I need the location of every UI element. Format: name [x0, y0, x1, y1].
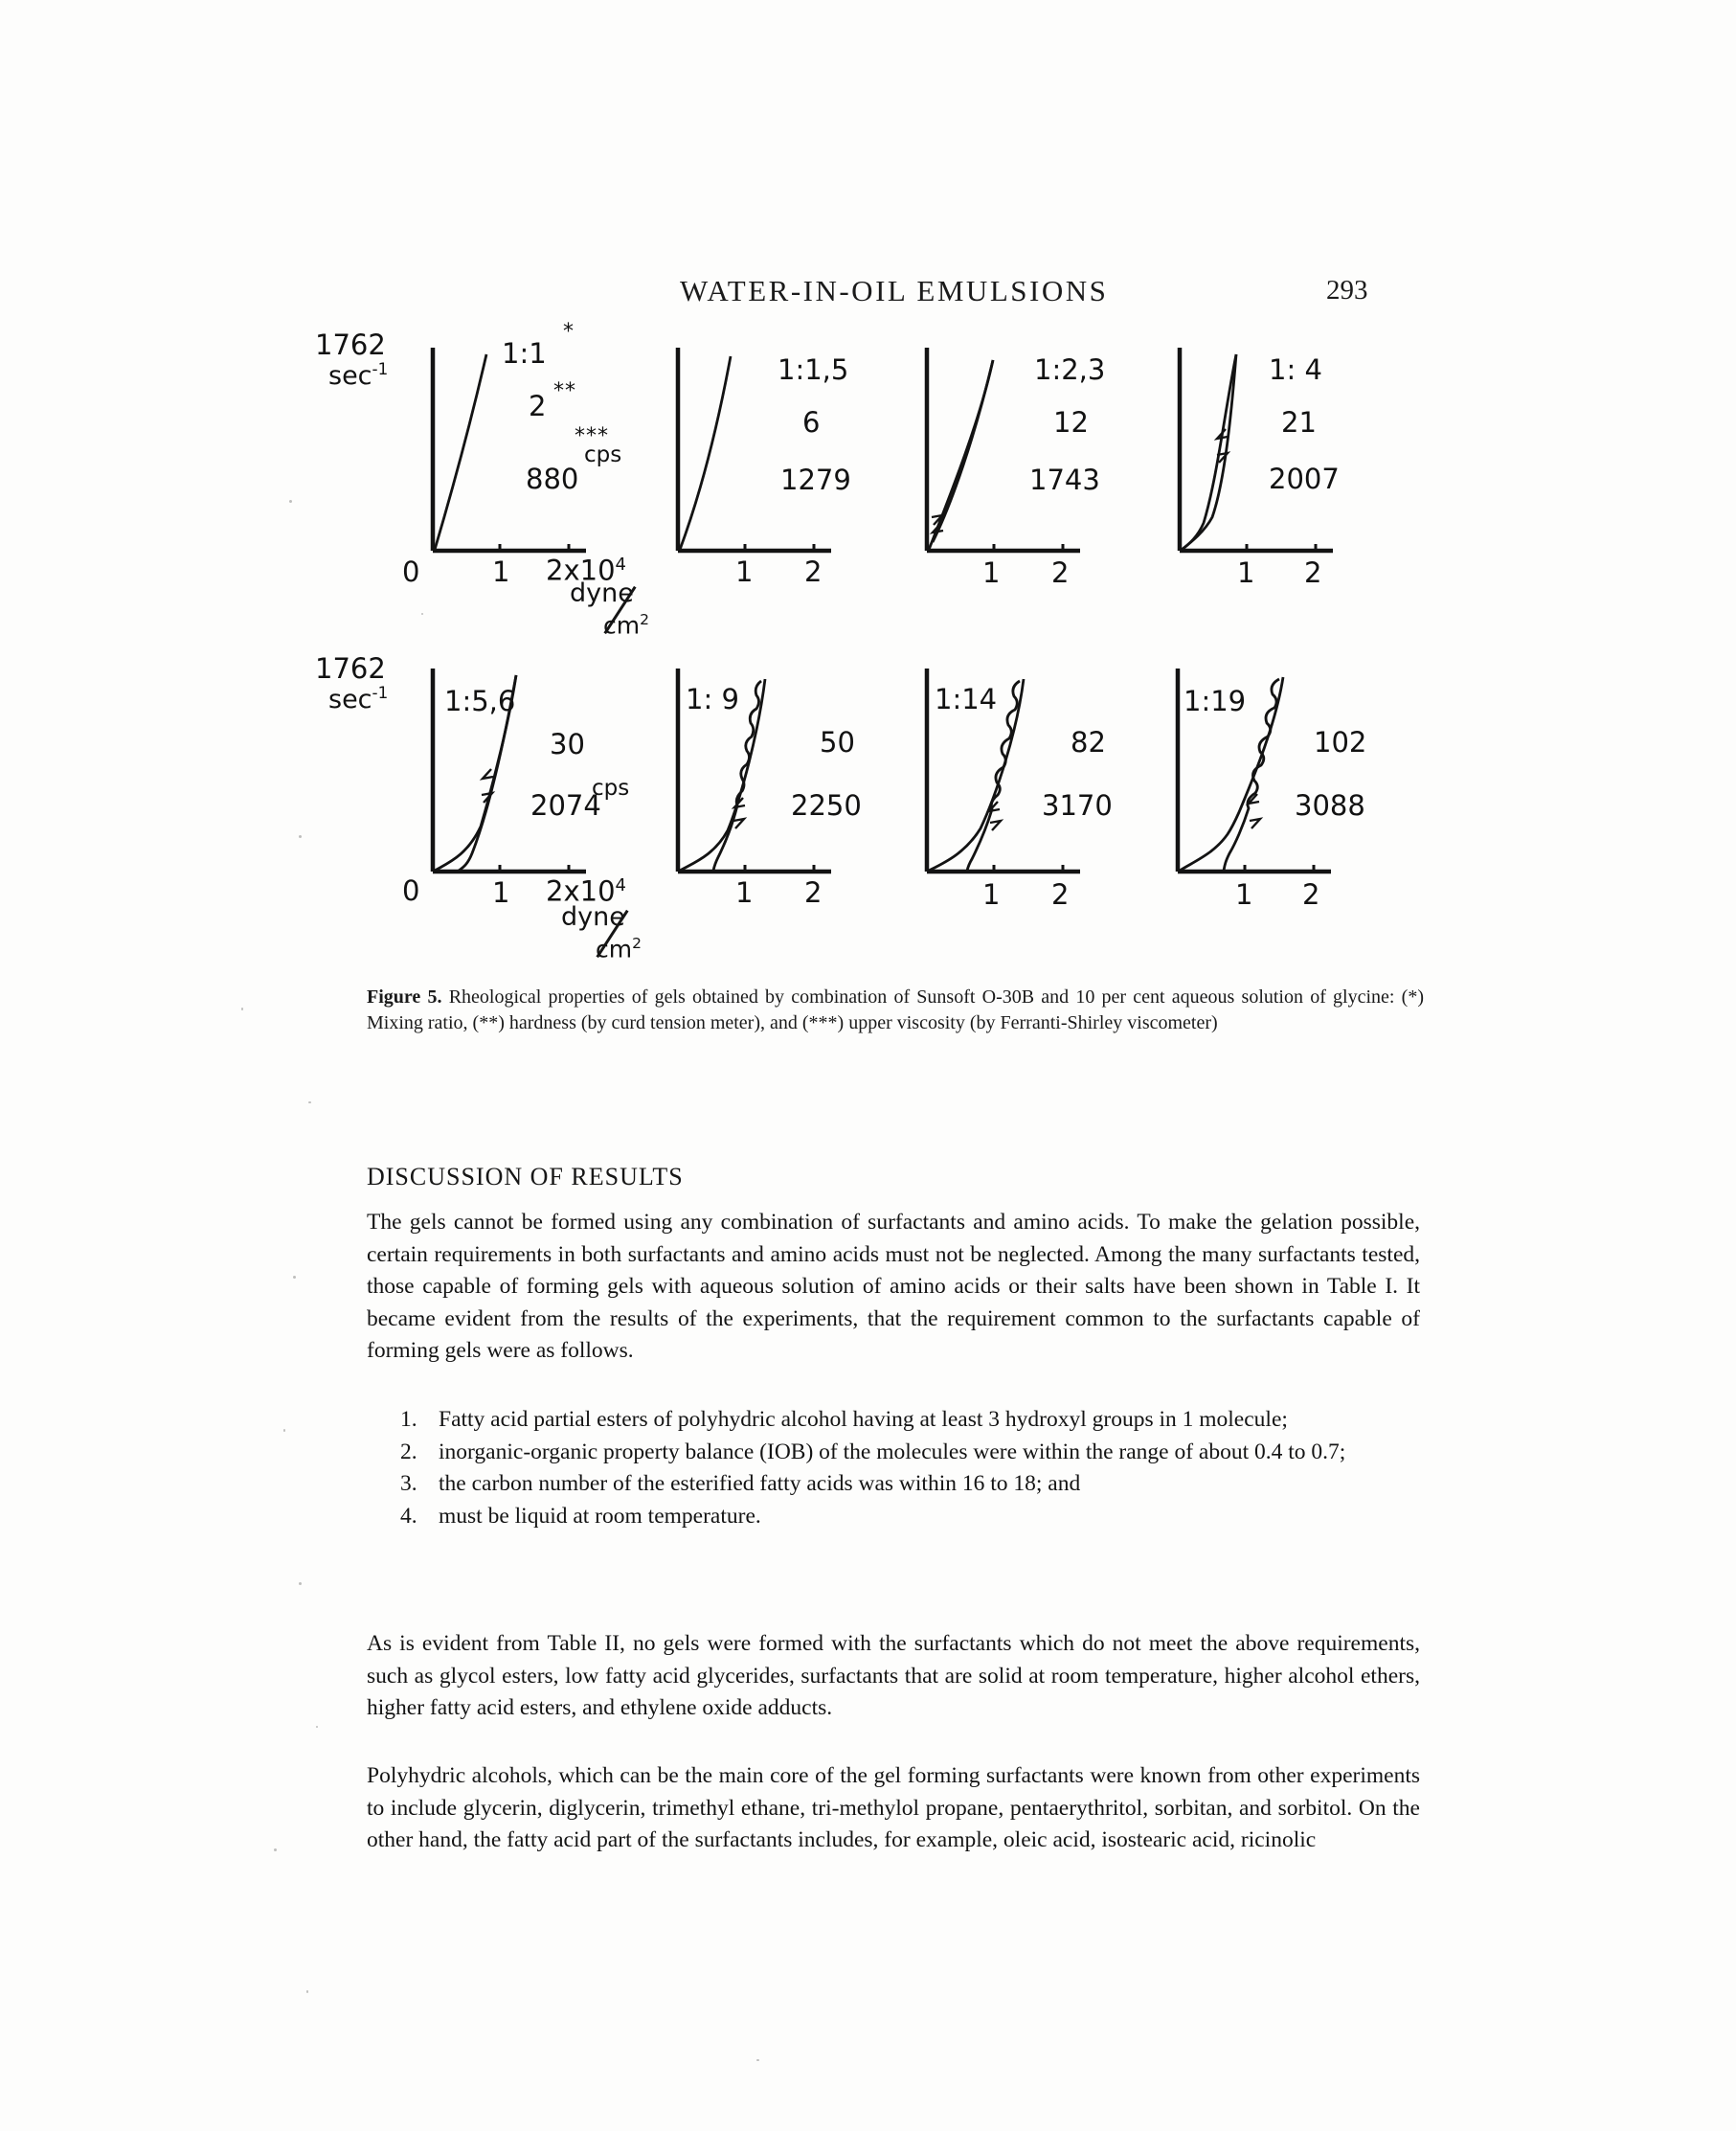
scan-speck	[289, 500, 292, 503]
row1-y-axis-unit-base: sec	[328, 361, 372, 391]
subplot3-hardness: 12	[1053, 406, 1089, 439]
row1-x-unit-denominator	[603, 611, 649, 640]
subplot5-viscosity: 2074	[530, 789, 601, 822]
subplot4-hardness: 21	[1281, 406, 1317, 439]
subplot2-viscosity: 1279	[780, 464, 851, 496]
subplot1-hardness: 2	[529, 390, 547, 422]
scan-speck	[293, 1276, 296, 1279]
subplot7-hardness: 82	[1071, 726, 1106, 759]
row1-p3-x-tick-1: 1	[982, 556, 1001, 589]
row2-p4-x-tick-1: 1	[1235, 878, 1253, 911]
list-item	[400, 1404, 1421, 1437]
row1-p2-x-tick-2: 2	[804, 555, 823, 588]
row2-sci-exp: 4	[615, 875, 626, 895]
paragraph-1: The gels cannot be formed using any combination of surfactants and amino acids. To make the gelation possible, certain requirements in both surfactants and amino acids must not be neglected. Among the many surfactants tested, those capable of forming gels with aqueous solution of amino acids or their salts have been shown in Table I. It became evident from the results of the experiments, that the requirement common to the surfactants capable of forming gels were as follows.	[367, 1210, 1420, 1363]
row1-y-axis-unit	[328, 361, 388, 389]
list-item-number: 2.	[400, 1439, 417, 1464]
subplot1-mixing-ratio: 1:1	[502, 337, 547, 370]
row1-x-unit-numerator: dyne	[570, 578, 634, 608]
subplot1-hardness-marker: **	[553, 379, 576, 403]
row2-y-axis-unit-base: sec	[328, 685, 372, 714]
row2-p4-x-tick-2: 2	[1302, 878, 1320, 911]
paragraph-2: As is evident from Table II, no gels were formed with the surfactants which do not meet the above requirements, such as glycol esters, low fatty acid glycerides, surfactants that are solid at room temperature, higher alcohol ethers, higher fatty acid esters, and ethylene oxide adducts.	[367, 1631, 1420, 1720]
row2-p2-x-tick-2: 2	[804, 876, 823, 909]
subplot7-mixing-ratio: 1:14	[935, 683, 998, 715]
scan-speck	[308, 1101, 311, 1103]
row2-x-tick-0: 0	[402, 874, 420, 907]
subplot5-viscosity-unit: cps	[592, 776, 630, 801]
subplot2-mixing-ratio: 1:1,5	[778, 353, 849, 386]
row1-p2-x-tick-1: 1	[735, 555, 754, 588]
figure-caption-text: Rheological properties of gels obtained by combination of Sunsoft O-30B and 10 per cent aqueous solution of glycine: (*) Mixing ratio, (**) hardness (by curd tension meter), and (***) upper viscosity (by Ferranti-Shirley viscometer)	[367, 986, 1424, 1033]
subplot4-mixing-ratio: 1: 4	[1269, 353, 1322, 386]
subplot1-ratio-marker: *	[563, 320, 575, 344]
scan-speck	[421, 613, 423, 615]
row2-unit-den-base: cm	[596, 935, 633, 963]
figure-caption-label: Figure 5.	[367, 986, 442, 1008]
scan-speck	[316, 1726, 318, 1728]
subplot2-hardness: 6	[802, 406, 821, 439]
row2-p2-x-tick-1: 1	[735, 876, 754, 909]
row1-y-axis-unit-exp: -1	[372, 359, 389, 378]
scan-speck	[299, 1582, 302, 1585]
scan-speck	[299, 835, 302, 838]
subplot7-viscosity: 3170	[1042, 789, 1113, 822]
subplot3-mixing-ratio: 1:2,3	[1034, 353, 1106, 386]
row2-y-axis-value: 1762	[315, 652, 386, 685]
row2-p3-x-tick-2: 2	[1051, 878, 1070, 911]
running-head-title: WATER-IN-OIL EMULSIONS	[680, 274, 1109, 307]
subplot5-hardness: 30	[550, 728, 585, 760]
row2-x-unit-numerator: dyne	[561, 902, 625, 932]
subplot8-hardness: 102	[1314, 726, 1367, 759]
list-item	[400, 1468, 1421, 1501]
list-item-text: must be liquid at room temperature.	[439, 1503, 761, 1529]
subplot8-viscosity: 3088	[1295, 789, 1365, 822]
list-item	[400, 1501, 1421, 1533]
subplot6-viscosity: 2250	[791, 789, 862, 822]
scan-speck	[756, 2059, 759, 2061]
scan-speck	[274, 1848, 277, 1851]
row1-p4-x-tick-1: 1	[1237, 556, 1255, 589]
requirements-list	[400, 1404, 1421, 1532]
row1-unit-den-base: cm	[603, 611, 641, 640]
row1-p1-x-tick-1: 1	[492, 555, 510, 588]
row2-sci-base: 2x10	[546, 874, 616, 908]
list-item-number: 3.	[400, 1471, 417, 1496]
list-item-text: inorganic-organic property balance (IOB) of the molecules were within the range of about 0.4 to 0.7;	[439, 1439, 1346, 1464]
paragraph-3: Polyhydric alcohols, which can be the main core of the gel forming surfactants were known from other experiments to include glycerin, diglycerin, trimethyl ethane, tri-methylol propane, pentaerythritol, sorbitan, and sorbitol. On the other hand, the fatty acid part of the surfactants includes, for example, oleic acid, isostearic acid, ricinolic	[367, 1763, 1420, 1852]
list-item	[400, 1437, 1421, 1469]
row1-p4-x-tick-2: 2	[1304, 556, 1322, 589]
list-item-text: Fatty acid partial esters of polyhydric alcohol having at least 3 hydroxyl groups in 1 molecule;	[439, 1407, 1288, 1432]
list-item-number: 1.	[400, 1407, 417, 1432]
subplot5-mixing-ratio: 1:5,6	[444, 685, 516, 717]
section-heading: DISCUSSION OF RESULTS	[367, 1163, 684, 1190]
row2-p3-x-tick-1: 1	[982, 878, 1001, 911]
rheogram-1-2.3	[919, 343, 1139, 568]
row2-x-unit-denominator	[596, 937, 642, 961]
scan-speck	[283, 1429, 285, 1432]
figure-caption	[367, 985, 1424, 1036]
row2-p1-x-tick-1: 1	[492, 876, 510, 909]
row1-y-axis-value: 1762	[315, 329, 386, 361]
row2-y-axis-unit	[328, 685, 388, 713]
subplot6-mixing-ratio: 1: 9	[686, 683, 739, 715]
subplot1-viscosity-marker: ***	[575, 424, 609, 448]
row1-x-tick-0: 0	[402, 555, 420, 588]
row1-p3-x-tick-2: 2	[1051, 556, 1070, 589]
subplot8-mixing-ratio: 1:19	[1184, 685, 1247, 717]
row1-unit-den-exp: 2	[640, 611, 649, 628]
row2-y-axis-unit-exp: -1	[372, 683, 389, 702]
scan-speck	[306, 1990, 308, 1993]
row1-sci-base: 2x10	[546, 554, 616, 587]
scan-speck	[241, 1008, 243, 1010]
subplot3-viscosity: 1743	[1029, 464, 1100, 496]
list-item-number: 4.	[400, 1503, 417, 1529]
row1-sci-exp: 4	[615, 555, 626, 575]
subplot1-viscosity-unit: cps	[584, 442, 622, 467]
subplot6-hardness: 50	[820, 726, 855, 759]
page-number: 293	[1326, 275, 1368, 306]
list-item-text: the carbon number of the esterified fatty acids was within 16 to 18; and	[439, 1471, 1081, 1496]
subplot4-viscosity: 2007	[1269, 463, 1340, 495]
subplot1-viscosity: 880	[526, 463, 579, 495]
row2-unit-den-exp: 2	[632, 935, 642, 952]
